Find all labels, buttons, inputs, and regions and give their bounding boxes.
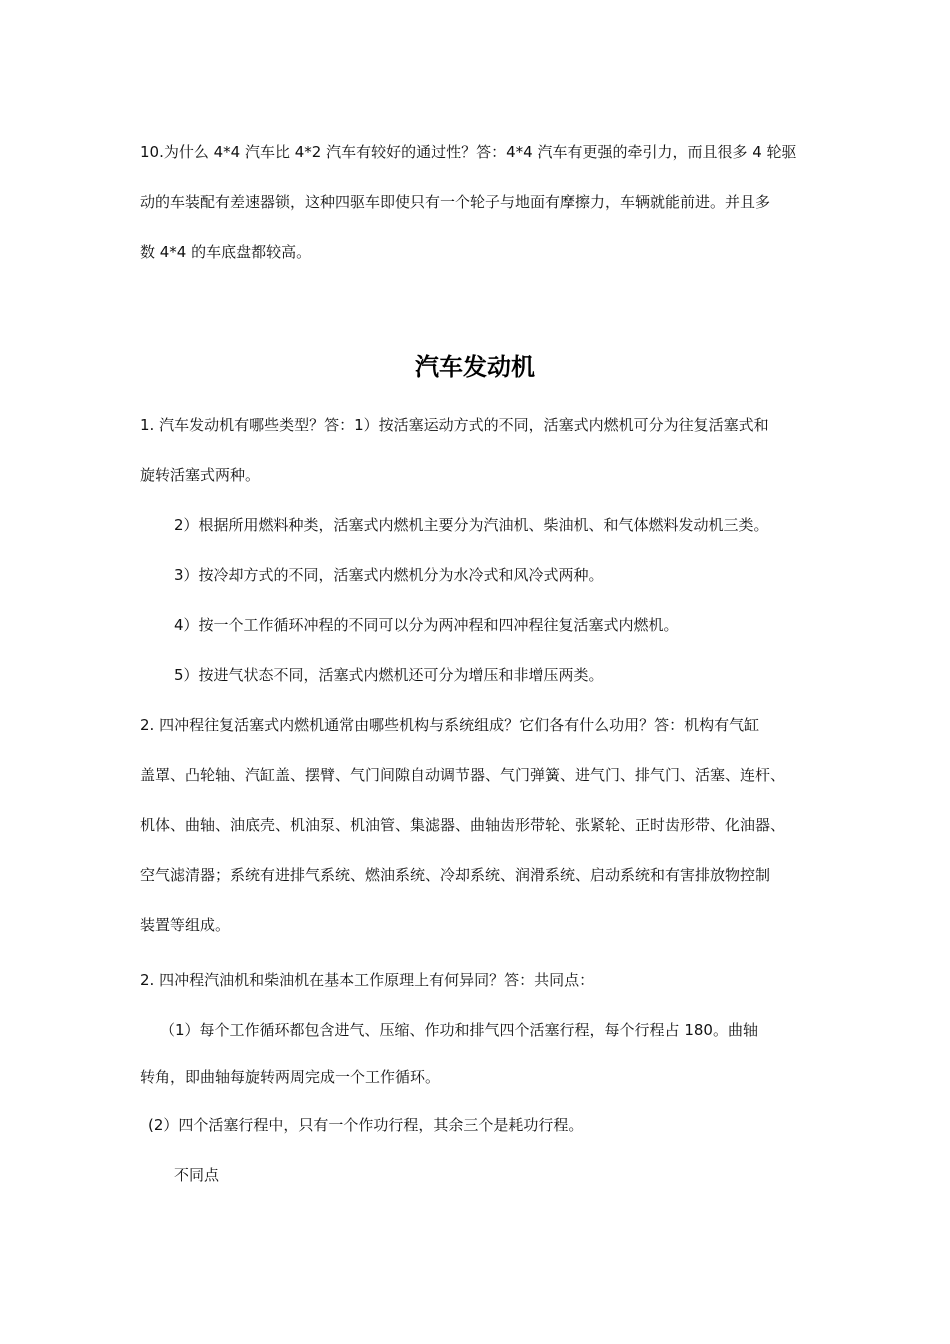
q10-text-line-2: 动的车装配有差速器锁，这种四驱车即使只有一个轮子与地面有摩擦力，车辆就能前进。并且多 xyxy=(140,193,771,211)
q2a-text-line-1: 2. 四冲程往复活塞式内燃机通常由哪些机构与系统组成？它们各有什么功用？答：机构有气缸 xyxy=(140,716,760,734)
q2b-differences-label: 不同点 xyxy=(174,1166,220,1184)
q10-text-line-1: 10.为什么 4*4 汽车比 4*2 汽车有较好的通过性？答：4*4 汽车有更强的牵引力，而且很多 4 轮驱 xyxy=(140,143,797,161)
q1-item-5: 5）按进气状态不同，活塞式内燃机还可分为增压和非增压两类。 xyxy=(174,666,604,684)
q1-item-2: 2）根据所用燃料种类，活塞式内燃机主要分为汽油机、柴油机、和气体燃料发动机三类。 xyxy=(174,516,769,534)
q2a-text-line-2: 盖罩、凸轮轴、汽缸盖、摆臂、气门间隙自动调节器、气门弹簧、进气门、排气门、活塞、连杆、 xyxy=(140,766,786,784)
q2b-point-1-line-1: （1）每个工作循环都包含进气、压缩、作功和排气四个活塞行程，每个行程占 180。曲轴 xyxy=(160,1021,758,1039)
q1-text-line-1: 1. 汽车发动机有哪些类型？答：1）按活塞运动方式的不同，活塞式内燃机可分为往复活塞式和 xyxy=(140,416,769,434)
section-title: 汽车发动机 xyxy=(415,353,535,381)
q2a-text-line-5: 装置等组成。 xyxy=(140,916,231,934)
q2b-point-2: (2）四个活塞行程中，只有一个作功行程，其余三个是耗功行程。 xyxy=(148,1116,584,1134)
q10-text-line-3: 数 4*4 的车底盘都较高。 xyxy=(140,243,312,261)
q2b-text-line-1: 2. 四冲程汽油机和柴油机在基本工作原理上有何异同？答：共同点： xyxy=(140,971,595,989)
q2a-text-line-4: 空气滤清器；系统有进排气系统、燃油系统、冷却系统、润滑系统、启动系统和有害排放物控制 xyxy=(140,866,771,884)
q1-text-line-2: 旋转活塞式两种。 xyxy=(140,466,261,484)
q1-item-3: 3）按冷却方式的不同，活塞式内燃机分为水冷式和风冷式两种。 xyxy=(174,566,604,584)
q2b-point-1-line-2: 转角，即曲轴每旋转两周完成一个工作循环。 xyxy=(140,1068,441,1086)
q1-item-4: 4）按一个工作循环冲程的不同可以分为两冲程和四冲程往复活塞式内燃机。 xyxy=(174,616,679,634)
q2a-text-line-3: 机体、曲轴、油底壳、机油泵、机油管、集滤器、曲轴齿形带轮、张紧轮、正时齿形带、化油器、 xyxy=(140,816,786,834)
